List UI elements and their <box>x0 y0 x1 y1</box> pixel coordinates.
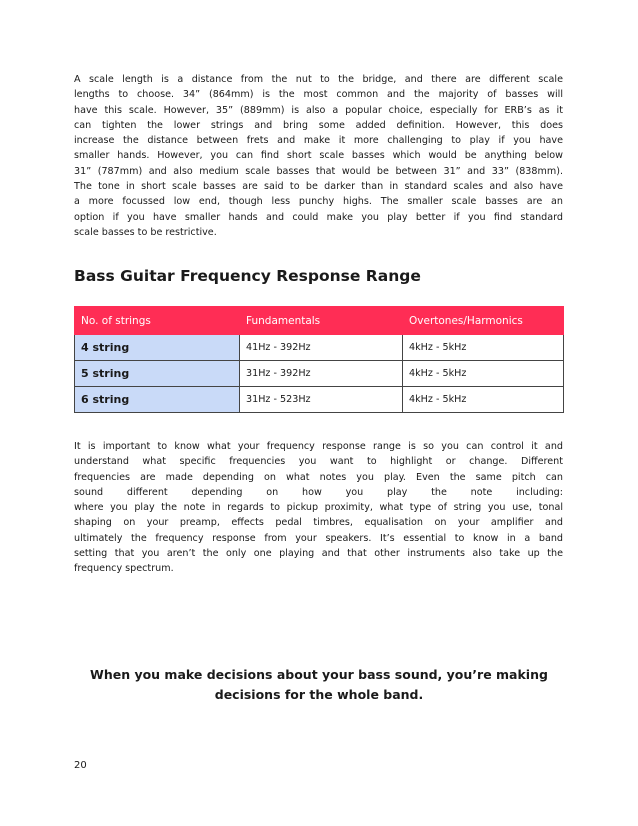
quote-line: decisions for the whole band. <box>214 687 424 702</box>
paragraph-line: frequency spectrum. <box>74 563 174 575</box>
paragraph-line: increase the distance between frets and make it more challenging to play if you have <box>74 135 563 147</box>
overtones-cell: 4kHz - 5kHz <box>403 387 564 413</box>
scale-length-paragraph <box>74 72 563 240</box>
paragraph-line: frequencies are made depending on what notes you play. Even the same pitch can <box>74 471 563 483</box>
section-heading: Bass Guitar Frequency Response Range <box>74 267 421 285</box>
paragraph-line: ultimately the frequency response from your speakers. It’s essential to know in a band <box>74 532 563 544</box>
paragraph-line: sound different depending on how you play the note including: <box>74 486 563 498</box>
paragraph-line: have this scale. However, 35” (889mm) is also a popular choice, especially for ERB’s as it <box>74 104 563 116</box>
paragraph-line: shaping on your preamp, effects pedal timbres, equalisation on your amplifier and <box>74 517 563 529</box>
paragraph-line: can tighten the lower strings and bring some added definition. However, this does <box>74 119 563 131</box>
paragraph-line: option if you have smaller hands and could make you play better if you find standard <box>74 211 563 223</box>
fundamentals-cell: 31Hz - 392Hz <box>240 361 403 387</box>
paragraph-line: smaller hands. However, you can find short scale basses which would be anything below <box>74 150 563 162</box>
paragraph-line: A scale length is a distance from the nut to the bridge, and there are different scale <box>74 74 563 85</box>
pull-quote <box>74 665 564 705</box>
row-label: 5 string <box>75 361 240 387</box>
column-header-overtones: Overtones/Harmonics <box>403 307 564 335</box>
page-number: 20 <box>74 760 87 771</box>
paragraph-line: setting that you aren’t the only one playing and that other instruments also take up the <box>74 548 563 560</box>
frequency-range-table <box>74 306 564 413</box>
column-header-strings: No. of strings <box>75 307 240 335</box>
paragraph-line: scale basses to be restrictive. <box>74 226 217 238</box>
table-row <box>75 387 564 413</box>
overtones-cell: 4kHz - 5kHz <box>403 361 564 387</box>
fundamentals-cell: 41Hz - 392Hz <box>240 335 403 361</box>
table-row <box>75 335 564 361</box>
row-label: 6 string <box>75 387 240 413</box>
overtones-cell: 4kHz - 5kHz <box>403 335 564 361</box>
paragraph-line: lengths to choose. 34” (864mm) is the most common and the majority of basses will <box>74 89 563 101</box>
paragraph-line: a more focussed low end, though less punchy highs. The smaller scale basses are an <box>74 196 563 208</box>
paragraph-line: 31” (787mm) and also medium scale basses that would be between 31” and 33” (838mm). <box>74 165 563 177</box>
table-header-row <box>75 307 564 335</box>
paragraph-line: understand what specific frequencies you want to highlight or change. Different <box>74 456 563 468</box>
paragraph-line: where you play the note in regards to pickup proximity, what type of string you use, tonal <box>74 502 563 514</box>
paragraph-line: It is important to know what your frequency response range is so you can control it and <box>74 441 563 452</box>
fundamentals-cell: 31Hz - 523Hz <box>240 387 403 413</box>
table-row <box>75 361 564 387</box>
column-header-fundamentals: Fundamentals <box>240 307 403 335</box>
row-label: 4 string <box>75 335 240 361</box>
paragraph-line: The tone in short scale basses are said to be darker than in standard scales and also have <box>74 181 563 193</box>
quote-line: When you make decisions about your bass sound, you’re making <box>90 667 548 682</box>
frequency-response-paragraph <box>74 439 563 577</box>
